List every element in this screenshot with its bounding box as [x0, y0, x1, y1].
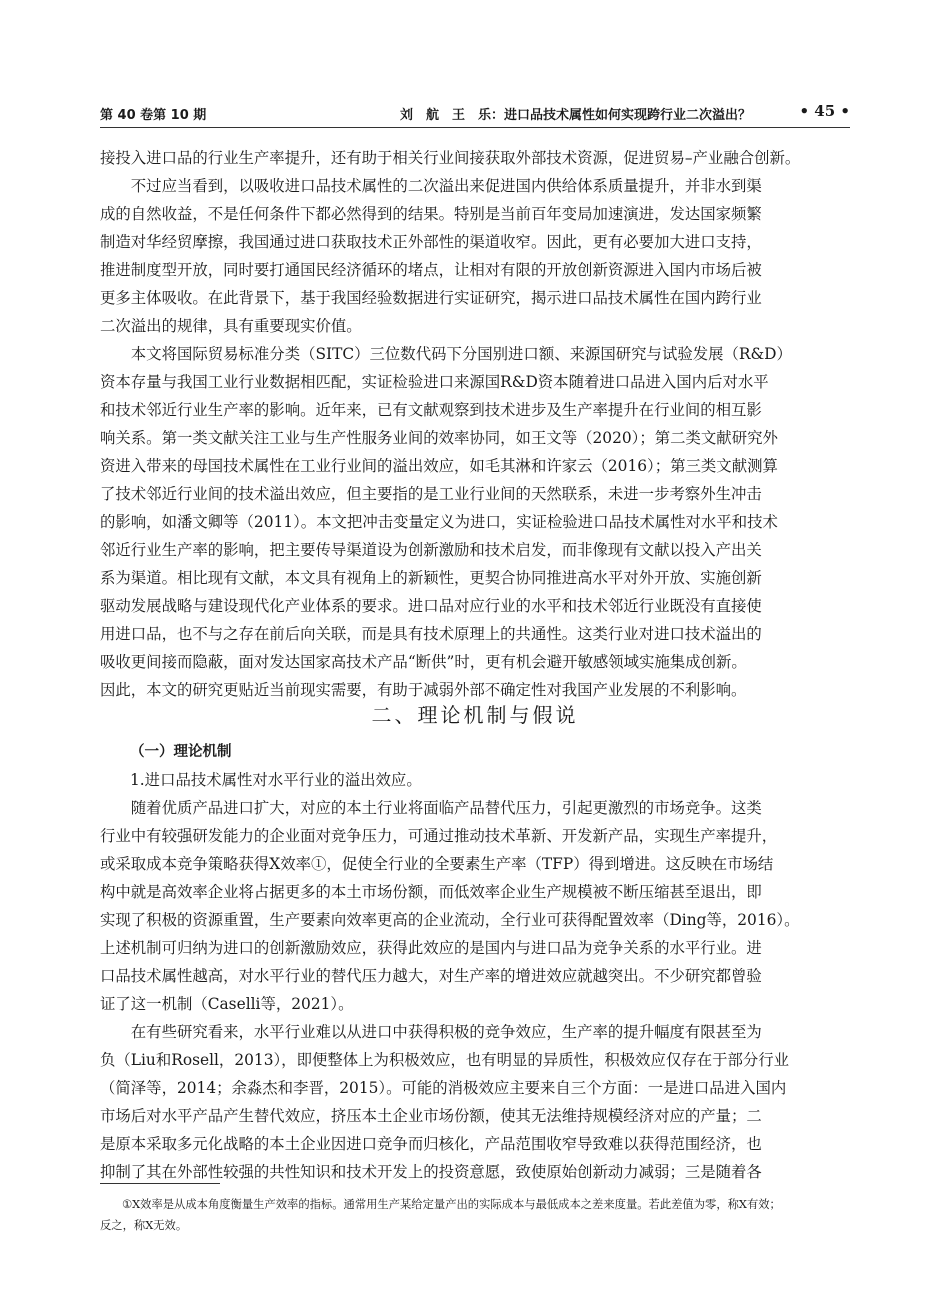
running-header	[100, 100, 850, 126]
text-line: 接投入进口品的行业生产率提升，还有助于相关行业间接获取外部技术资源，促进贸易–产业融合创新。	[100, 149, 801, 167]
text-line: 行业中有较强研发能力的企业面对竞争压力，可通过推动技术革新、开发新产品，实现生产率提升，	[100, 827, 778, 845]
text-line: 随着优质产品进口扩大，对应的本土行业将面临产品替代压力，引起更激烈的市场竞争。这类	[100, 799, 762, 817]
text-line: 证了这一机制（Caselli等，2021）。	[100, 995, 354, 1013]
text-line: 系为渠道。相比现有文献，本文具有视角上的新颖性，更契合协同推进高水平对外开放、实施创新	[100, 569, 762, 587]
text-line: 邻近行业生产率的影响，把主要传导渠道设为创新激励和技术启发，而非像现有文献以投入产出关	[100, 541, 762, 559]
text-line: 不过应当看到，以吸收进口品技术属性的二次溢出来促进国内供给体系质量提升，并非水到渠	[100, 177, 762, 195]
text-line: 在有些研究看来，水平行业难以从进口中获得积极的竞争效应，生产率的提升幅度有限甚至为	[100, 1023, 762, 1041]
text-line: 实现了积极的资源重置，生产要素向效率更高的企业流动，全行业可获得配置效率（Ding等，2016）。	[100, 911, 800, 929]
body-text-top	[100, 144, 850, 704]
text-line: 是原本采取多元化战略的本土企业因进口竞争而归核化，产品范围收窄导致难以获得范围经济，也	[100, 1135, 762, 1153]
journal-issue: 第 40 卷第 10 期	[100, 108, 207, 123]
text-line: 本文将国际贸易标准分类（SITC）三位数代码下分国别进口额、来源国研究与试验发展（R&D）	[100, 345, 792, 363]
subsubsection-title: 1.进口品技术属性对水平行业的溢出效应。	[130, 771, 422, 789]
text-line: 更多主体吸收。在此背景下，基于我国经验数据进行实证研究，揭示进口品技术属性在国内跨行业	[100, 289, 762, 307]
text-line: 资本存量与我国工业行业数据相匹配，实证检验进口来源国R&D资本随着进口品进入国内后对水平	[100, 373, 769, 391]
text-line: 资进入带来的母国技术属性在工业行业间的溢出效应，如毛其淋和许家云（2016）；第三类文献测算	[100, 457, 778, 475]
text-line: 吸收更间接而隐蔽，面对发达国家高技术产品“断供”时，更有机会避开敏感领域实施集成创新。	[100, 653, 747, 671]
text-line: 驱动发展战略与建设现代化产业体系的要求。进口品对应行业的水平和技术邻近行业既没有直接使	[100, 597, 762, 615]
text-line: （简泽等，2014；余淼杰和李晋，2015）。可能的消极效应主要来自三个方面：一是进口品进入国内	[100, 1079, 787, 1097]
text-line: 抑制了其在外部性较强的共性知识和技术开发上的投资意愿，致使原始创新动力减弱；三是随着各	[100, 1163, 762, 1181]
section-title: 二、理论机制与假说	[371, 703, 579, 727]
text-line: 和技术邻近行业生产率的影响。近年来，已有文献观察到技术进步及生产率提升在行业间的相互影	[100, 401, 762, 419]
text-line: 构中就是高效率企业将占据更多的本土市场份额，而低效率企业生产规模被不断压缩甚至退出，即	[100, 883, 762, 901]
header-rule	[100, 127, 850, 128]
body-text-bottom	[100, 738, 850, 1186]
text-line: 制造对华经贸摩擦，我国通过进口获取技术正外部性的渠道收窄。因此，更有必要加大进口支持，	[100, 233, 762, 251]
subsection-title: （一）理论机制	[130, 744, 232, 760]
footnote-rule	[100, 1183, 220, 1184]
text-line: 因此，本文的研究更贴近当前现实需要，有助于减弱外部不确定性对我国产业发展的不利影响。	[100, 681, 747, 699]
text-line: 响关系。第一类文献关注工业与生产性服务业间的效率协同，如王文等（2020）；第二类文献研究外	[100, 429, 778, 447]
text-line: 市场后对水平产品产生替代效应，挤压本土企业市场份额，使其无法维持规模经济对应的产量；二	[100, 1107, 762, 1125]
footnote-line: 反之，称X无效。	[100, 1219, 188, 1232]
footnote-line: ①X效率是从成本角度衡量生产效率的指标。通常用生产某给定量产出的实际成本与最低成本之差来度量。若此差值为零，称X有效；	[122, 1198, 781, 1211]
text-line: 的影响，如潘文卿等（2011）。本文把冲击变量定义为进口，实证检验进口品技术属性对水平和技术	[100, 513, 778, 531]
text-line: 负（Liu和Rosell，2013），即便整体上为积极效应，也有明显的异质性，积极效应仅存在于部分行业	[100, 1051, 790, 1069]
article-running-title: 刘 航 王 乐：进口品技术属性如何实现跨行业二次溢出？	[400, 108, 752, 123]
footnote	[100, 1194, 850, 1236]
text-line: 或采取成本竞争策略获得X效率①，促使全行业的全要素生产率（TFP）得到增进。这反映在市场结	[100, 855, 774, 873]
text-line: 口品技术属性越高，对水平行业的替代压力越大，对生产率的增进效应就越突出。不少研究都曾验	[100, 967, 762, 985]
text-line: 推进制度型开放，同时要打通国民经济循环的堵点，让相对有限的开放创新资源进入国内市场后被	[100, 261, 762, 279]
text-line: 上述机制可归纳为进口的创新激励效应，获得此效应的是国内与进口品为竞争关系的水平行业。进	[100, 939, 762, 957]
text-line: 用进口品，也不与之存在前后向关联，而是具有技术原理上的共通性。这类行业对进口技术溢出的	[100, 625, 762, 643]
text-line: 了技术邻近行业间的技术溢出效应，但主要指的是工业行业间的天然联系，未进一步考察外生冲击	[100, 485, 762, 503]
text-line: 二次溢出的规律，具有重要现实价值。	[100, 317, 362, 335]
page-number: • 45 •	[799, 102, 850, 120]
text-line: 成的自然收益，不是任何条件下都必然得到的结果。特别是当前百年变局加速演进，发达国家频繁	[100, 205, 762, 223]
